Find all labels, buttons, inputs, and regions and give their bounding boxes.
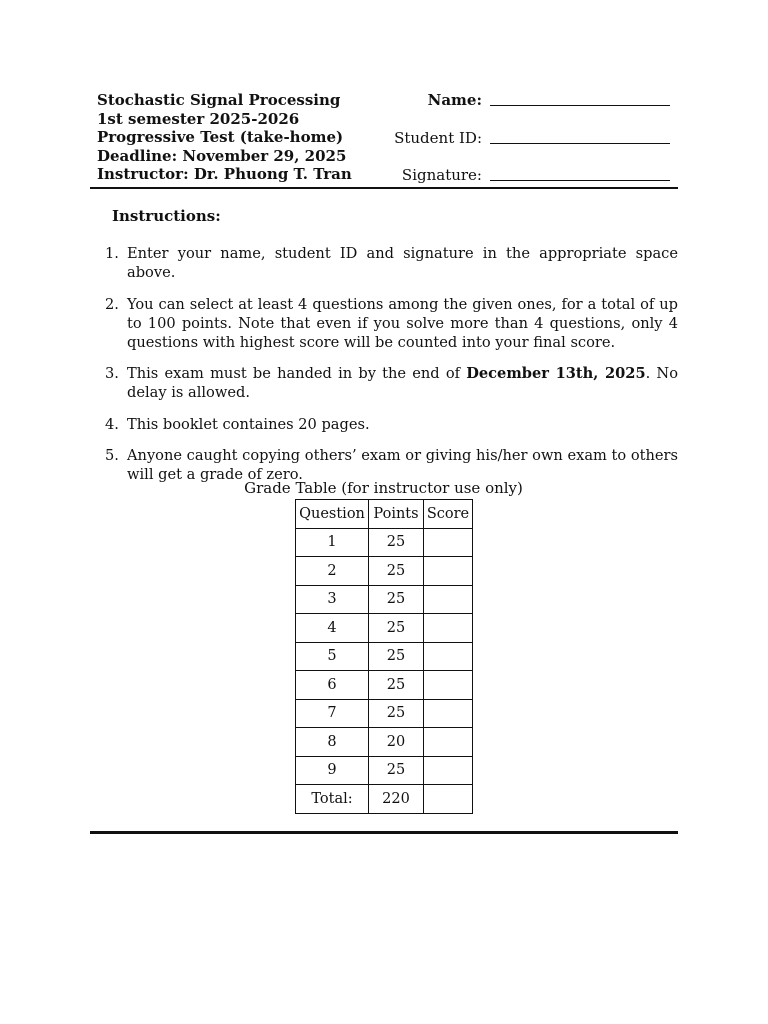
score-cell[interactable] — [424, 557, 473, 586]
grade-table-caption — [0, 479, 768, 497]
instruction-number: 4. — [105, 415, 119, 433]
points-cell: 25 — [369, 528, 424, 557]
total-row — [296, 785, 473, 814]
table-row — [296, 671, 473, 700]
points-cell: 25 — [369, 614, 424, 643]
score-cell[interactable] — [424, 699, 473, 728]
header-divider — [90, 187, 678, 189]
name-label: Name: — [427, 91, 482, 109]
table-row — [296, 756, 473, 785]
points-cell: 25 — [369, 585, 424, 614]
question-cell: 3 — [296, 585, 369, 614]
header-score: Score — [424, 500, 473, 529]
instruction-number: 1. — [105, 245, 119, 262]
grade-table-header-row — [296, 500, 473, 529]
header-question: Question — [296, 500, 369, 529]
instruction-text: Enter your name, student ID and signature in the appropriate space above. — [127, 245, 678, 281]
instructor: Instructor: Dr. Phuong T. Tran — [97, 165, 352, 184]
score-cell[interactable] — [424, 671, 473, 700]
question-cell: 7 — [296, 699, 369, 728]
student-id-blank-line[interactable] — [490, 143, 670, 144]
table-row — [296, 642, 473, 671]
instruction-text-post: . No delay is allowed. — [127, 365, 678, 401]
signature-label: Signature: — [401, 166, 482, 184]
table-row — [296, 528, 473, 557]
grade-table-caption-text: Grade Table (for instructor use only) — [244, 479, 523, 497]
name-blank-line[interactable] — [490, 105, 670, 106]
deadline: Deadline: November 29, 2025 — [97, 146, 347, 165]
points-cell: 25 — [369, 756, 424, 785]
grade-table — [295, 499, 473, 814]
semester: 1st semester 2025-2026 — [97, 109, 300, 128]
instruction-text: Anyone caught copying others’ exam or giving his/her own exam to others will get a grade of zero. — [127, 447, 678, 483]
instructions-list — [105, 244, 678, 497]
score-cell[interactable] — [424, 585, 473, 614]
course-title: Stochastic Signal Processing — [97, 91, 341, 109]
instruction-text: You can select at least 4 questions among the given ones, for a total of up to 100 points. Note that even if you solve more than 4 questions, only 4 questions with highest score will be counted into your final score. — [127, 295, 678, 351]
question-cell: 8 — [296, 728, 369, 757]
instruction-deadline-date: December 13th, 2025 — [466, 365, 646, 382]
table-row — [296, 614, 473, 643]
points-cell: 25 — [369, 671, 424, 700]
points-cell: 25 — [369, 557, 424, 586]
table-row — [296, 728, 473, 757]
test-title: Progressive Test (take-home) — [97, 128, 344, 147]
score-cell[interactable] — [424, 756, 473, 785]
instruction-number: 3. — [105, 365, 119, 382]
score-cell[interactable] — [424, 728, 473, 757]
footer-divider — [90, 831, 678, 834]
table-row — [296, 699, 473, 728]
instructions-title: Instructions: — [112, 207, 221, 225]
points-cell: 20 — [369, 728, 424, 757]
points-cell: 25 — [369, 642, 424, 671]
score-cell[interactable] — [424, 614, 473, 643]
instruction-text-pre: This exam must be handed in by the end of — [127, 365, 467, 382]
points-cell: 25 — [369, 699, 424, 728]
instruction-item — [105, 244, 678, 282]
score-cell[interactable] — [424, 528, 473, 557]
question-cell: 1 — [296, 528, 369, 557]
instruction-number: 5. — [105, 447, 119, 464]
instruction-item — [105, 295, 678, 352]
table-row — [296, 557, 473, 586]
instruction-number: 2. — [105, 295, 119, 313]
question-cell: 6 — [296, 671, 369, 700]
grade-table-body — [296, 528, 473, 813]
total-points: 220 — [369, 785, 424, 814]
student-id-label: Student ID: — [394, 129, 482, 147]
name-field — [0, 91, 768, 111]
table-row — [296, 585, 473, 614]
signature-blank-line[interactable] — [490, 180, 670, 181]
total-label: Total: — [296, 785, 369, 814]
header-points: Points — [369, 500, 424, 529]
question-cell: 9 — [296, 756, 369, 785]
instruction-item — [105, 415, 678, 434]
student-id-field — [0, 129, 768, 149]
question-cell: 5 — [296, 642, 369, 671]
question-cell: 2 — [296, 557, 369, 586]
question-cell: 4 — [296, 614, 369, 643]
signature-field — [0, 166, 768, 186]
total-score-cell[interactable] — [424, 785, 473, 814]
instruction-item — [105, 364, 678, 402]
instruction-text: This booklet containes 20 pages. — [127, 415, 370, 433]
score-cell[interactable] — [424, 642, 473, 671]
